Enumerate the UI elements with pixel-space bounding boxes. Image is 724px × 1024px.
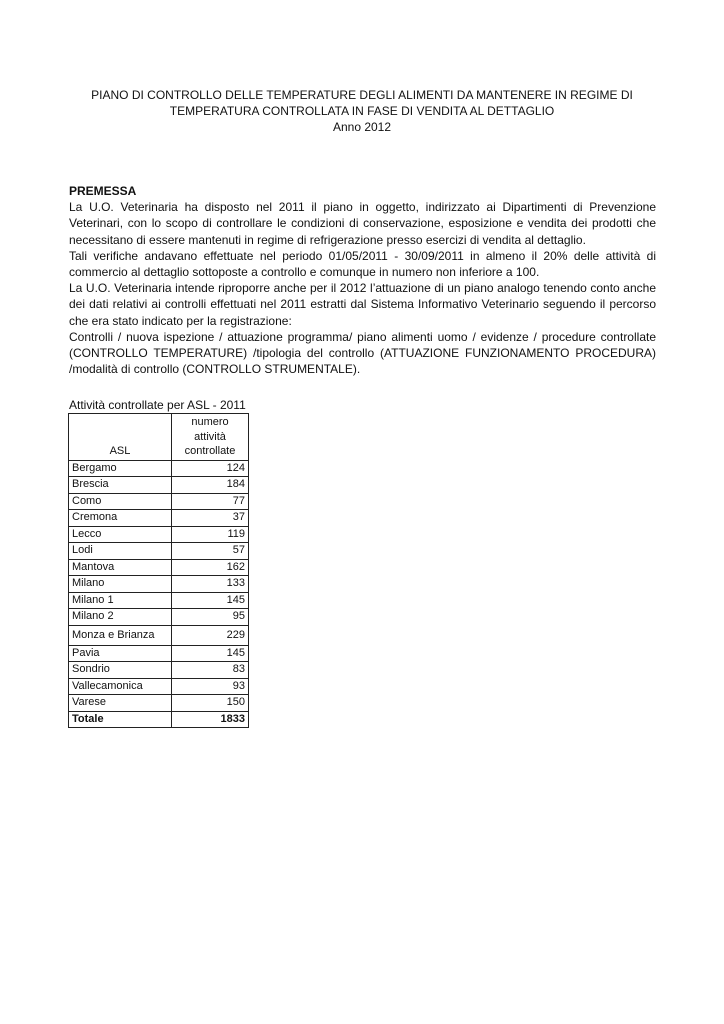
paragraph-1: La U.O. Veterinaria ha disposto nel 2011 il piano in oggetto, indirizzato ai Dipartimenti di Prevenzione Veterinari, con lo scopo di controllare le condizioni di conservazione, esposizione e vendita dei prodotti che necessitano di essere mantenuti in regime di refrigerazione presso esercizi di vendita al dettaglio.: [69, 200, 656, 247]
asl-cell: Pavia: [69, 645, 172, 662]
table-row: [69, 645, 249, 662]
asl-cell: Sondrio: [69, 662, 172, 679]
asl-cell: Lodi: [69, 543, 172, 560]
asl-cell: Brescia: [69, 477, 172, 494]
asl-cell: Milano 1: [69, 592, 172, 609]
count-cell: 184: [172, 477, 249, 494]
paragraph-2: Tali verifiche andavano effettuate nel periodo 01/05/2011 - 30/09/2011 in almeno il 20% delle attività di commercio al dettaglio sottoposte a controllo e comunque in numero non inferiore a 100.: [69, 248, 656, 280]
table-row: [69, 559, 249, 576]
asl-cell: Milano: [69, 576, 172, 593]
total-label-cell: Totale: [69, 711, 172, 728]
count-cell: 57: [172, 543, 249, 560]
asl-table: [68, 413, 249, 728]
count-cell: 124: [172, 460, 249, 477]
total-value-cell: 1833: [172, 711, 249, 728]
count-cell: 93: [172, 678, 249, 695]
asl-cell: Cremona: [69, 510, 172, 527]
table-row: [69, 662, 249, 679]
asl-cell: Varese: [69, 695, 172, 712]
col-asl-header: ASL: [69, 414, 172, 461]
col-count-header-line-2: attività: [194, 430, 226, 443]
asl-cell: Mantova: [69, 559, 172, 576]
title-line-1: PIANO DI CONTROLLO DELLE TEMPERATURE DEGLI ALIMENTI DA MANTENERE IN REGIME DI: [91, 88, 633, 102]
count-cell: 77: [172, 493, 249, 510]
count-cell: 83: [172, 662, 249, 679]
table-row: [69, 678, 249, 695]
table-row: [69, 510, 249, 527]
asl-cell: Lecco: [69, 526, 172, 543]
table-row: [69, 625, 249, 645]
table-row: [69, 592, 249, 609]
asl-cell: Monza e Brianza: [69, 625, 172, 645]
col-count-header-line-1: numero: [191, 416, 229, 428]
asl-cell: Milano 2: [69, 609, 172, 626]
count-cell: 145: [172, 645, 249, 662]
premessa-heading: PREMESSA: [69, 184, 137, 198]
count-cell: 145: [172, 592, 249, 609]
premessa-section: [69, 183, 656, 377]
table-row: [69, 526, 249, 543]
paragraph-4: Controlli / nuova ispezione / attuazione programma/ piano alimenti uomo / evidenze / procedure controllate (CONTROLLO TEMPERATURE) /tipologia del controllo (ATTUAZIONE FUNZIONAMENTO PROCEDURA) /modalità di controllo (CONTROLLO STRUMENTALE).: [69, 329, 656, 377]
table-total-row: [69, 711, 249, 728]
col-count-header-line-3: controllate: [184, 445, 236, 457]
table-caption: Attività controllate per ASL - 2011: [69, 398, 246, 412]
table-row: [69, 460, 249, 477]
title-year: Anno 2012: [332, 120, 392, 134]
count-cell: 229: [172, 625, 249, 645]
count-cell: 150: [172, 695, 249, 712]
table-row: [69, 695, 249, 712]
count-cell: 119: [172, 526, 249, 543]
count-cell: 95: [172, 609, 249, 626]
table-row: [69, 576, 249, 593]
count-cell: 162: [172, 559, 249, 576]
table-row: [69, 609, 249, 626]
count-cell: 37: [172, 510, 249, 527]
title-line-2: TEMPERATURA CONTROLLATA IN FASE DI VENDITA AL DETTAGLIO: [169, 104, 555, 118]
asl-cell: Vallecamonica: [69, 678, 172, 695]
table-row: [69, 493, 249, 510]
table-row: [69, 477, 249, 494]
asl-cell: Bergamo: [69, 460, 172, 477]
col-count-header: [172, 414, 249, 461]
count-cell: 133: [172, 576, 249, 593]
asl-cell: Como: [69, 493, 172, 510]
paragraph-3: La U.O. Veterinaria intende riproporre anche per il 2012 l’attuazione di un piano analogo tenendo conto anche dei dati relativi ai controlli effettuati nel 2011 estratti dal Sistema Informativo Veterinario seguendo il percorso che era stato indicato per la registrazione:: [69, 281, 656, 328]
document-title: [60, 87, 664, 135]
table-row: [69, 543, 249, 560]
table-header-row: [69, 414, 249, 461]
